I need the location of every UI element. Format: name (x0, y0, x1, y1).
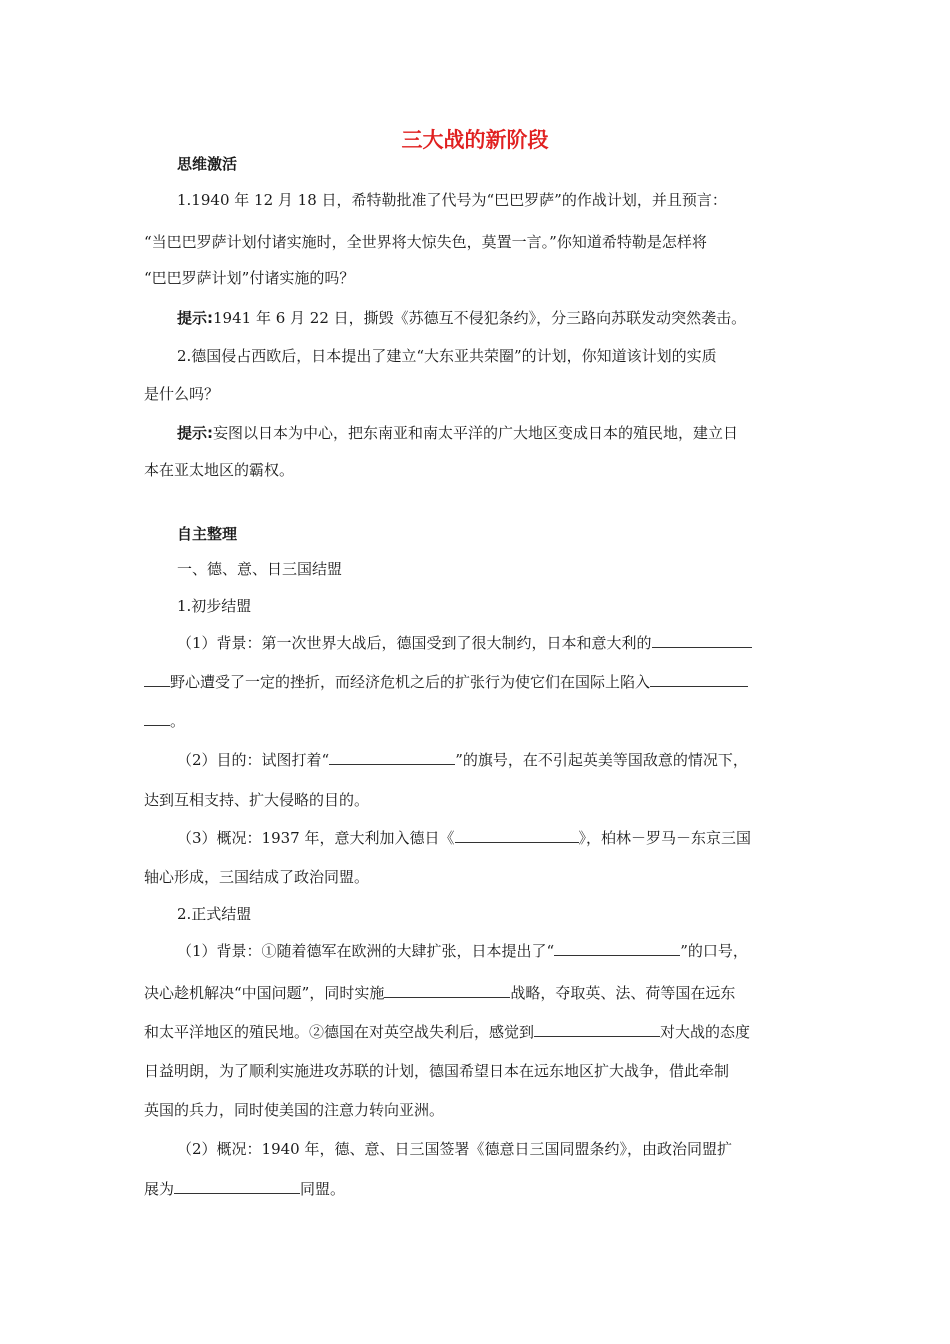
question-2-line-1: 2.德国侵占西欧后，日本提出了建立“大东亚共荣圈”的计划，你知道该计划的实质 (177, 347, 717, 365)
answer-blank[interactable] (144, 711, 170, 726)
background-2-line-5: 英国的兵力，同时使美国的注意力转向亚洲。 (144, 1101, 445, 1119)
background-2-line-2 (144, 982, 824, 1003)
background-1-line-2 (144, 671, 824, 692)
overview-2-line-2 (144, 1178, 824, 1199)
overview-2-line-1: （2）概况：1940 年，德、意、日三国签署《德意日三国同盟条约》，由政治同盟扩 (177, 1140, 732, 1158)
background-2-line-3 (144, 1021, 824, 1042)
section-heading-thinking: 思维激活 (177, 155, 238, 173)
overview-1-line-1 (177, 827, 827, 848)
subsection-2-heading: 2.正式结盟 (177, 905, 252, 923)
question-2-line-2: 是什么吗？ (144, 385, 220, 403)
question-1-line-2: “当巴巴罗萨计划付诸实施时，全世界将大惊失色，莫置一言。”你知道希特勒是怎样将 (144, 233, 707, 251)
text: 野心遭受了一定的挫折，而经济危机之后的扩张行为使它们在国际上陷入 (170, 673, 651, 691)
section-heading-self-study: 自主整理 (177, 525, 238, 543)
text: 决心趁机解决“中国问题”，同时实施 (144, 984, 385, 1002)
text: 同盟。 (300, 1180, 346, 1198)
text: ”的口号， (680, 942, 748, 960)
text: （1）背景：①随着德军在欧洲的大肆扩张，日本提出了“ (177, 942, 555, 960)
text: 对大战的态度 (660, 1023, 751, 1041)
answer-blank[interactable] (455, 828, 579, 843)
overview-1-line-2: 轴心形成，三国结成了政治同盟。 (144, 868, 370, 886)
background-1-line-3 (144, 710, 824, 731)
hint-label: 提示: (177, 309, 213, 327)
text: 和太平洋地区的殖民地。②德国在对英空战失利后，感觉到 (144, 1023, 535, 1041)
answer-blank[interactable] (144, 672, 170, 687)
answer-blank[interactable] (534, 1022, 660, 1037)
answer-blank[interactable] (174, 1179, 300, 1194)
part-1-heading: 一、德、意、日三国结盟 (177, 560, 343, 578)
subsection-1-heading: 1.初步结盟 (177, 597, 252, 615)
hint-text: 1941 年 6 月 22 日，撕毁《苏德互不侵犯条约》，分三路向苏联发动突然袭击。 (213, 309, 747, 327)
background-2-line-4: 日益明朗，为了顺利实施进攻苏联的计划，德国希望日本在远东地区扩大战争，借此牵制 (144, 1062, 730, 1080)
question-1-line-3: “巴巴罗萨计划”付诸实施的吗？ (144, 269, 355, 287)
goal-line-2: 达到互相支持、扩大侵略的目的。 (144, 791, 370, 809)
goal-line-1 (177, 749, 827, 770)
question-2-hint (177, 422, 827, 443)
text: 。 (170, 712, 186, 730)
question-2-hint-line-2: 本在亚太地区的霸权。 (144, 461, 295, 479)
text: （3）概况：1937 年，意大利加入德日《 (177, 829, 455, 847)
answer-blank[interactable] (384, 983, 510, 998)
text: 战略，夺取英、法、荷等国在远东 (510, 984, 736, 1002)
hint-label: 提示: (177, 424, 213, 442)
text: ”的旗号，在不引起英美等国敌意的情况下， (455, 751, 748, 769)
background-1-line-1 (177, 632, 827, 653)
answer-blank[interactable] (650, 672, 748, 687)
answer-blank[interactable] (329, 750, 455, 765)
page-title: 三大战的新阶段 (401, 128, 549, 152)
answer-blank[interactable] (652, 633, 752, 648)
background-2-line-1 (177, 940, 827, 961)
text: 展为 (144, 1180, 175, 1198)
question-1-line-1: 1.1940 年 12 月 18 日，希特勒批准了代号为“巴巴罗萨”的作战计划，并且预言： (177, 191, 727, 209)
hint-text: 妄图以日本为中心，把东南亚和南太平洋的广大地区变成日本的殖民地，建立日 (213, 424, 739, 442)
text: （2）目的：试图打着“ (177, 751, 330, 769)
text: （1）背景：第一次世界大战后，德国受到了很大制约，日本和意大利的 (177, 634, 652, 652)
text: 》，柏林－罗马－东京三国 (578, 829, 752, 847)
question-1-hint (177, 307, 827, 328)
answer-blank[interactable] (554, 941, 680, 956)
